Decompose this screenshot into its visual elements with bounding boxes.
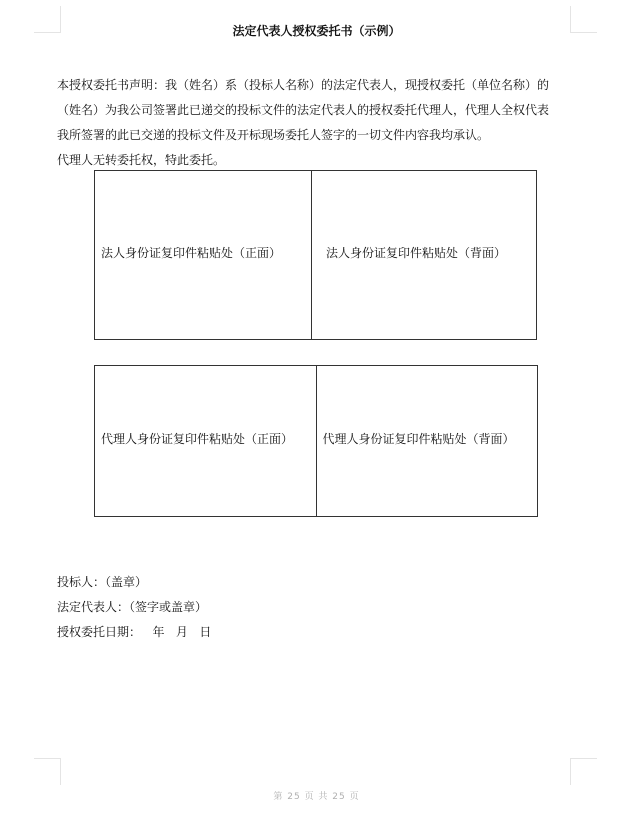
- authorization-statement: [57, 73, 579, 173]
- signature-section: [57, 570, 211, 645]
- agent-id-back-box: 代理人身份证复印件粘贴处（背面）: [316, 366, 538, 516]
- corner-mark-bottom-right: [570, 758, 597, 785]
- page-number: 第 25 页 共 25 页: [273, 792, 360, 802]
- legal-representative-signature-line: 法定代表人：（签字或盖章）: [57, 600, 208, 614]
- legal-rep-id-table: [94, 170, 537, 340]
- statement-line: 本授权委托书声明：我（姓名）系（投标人名称）的法定代表人，现授权委托（单位名称）的: [57, 78, 550, 92]
- legal-rep-id-back-box: 法人身份证复印件粘贴处（背面）: [311, 171, 536, 339]
- bidder-seal-line: 投标人：（盖章）: [57, 575, 148, 589]
- corner-mark-bottom-left: [34, 758, 61, 785]
- authorization-date-line: 授权委托日期： 年 月 日: [57, 625, 212, 639]
- document-title: 法定代表人授权委托书（示例）: [232, 24, 401, 38]
- statement-line: （姓名）为我公司签署此已递交的投标文件的法定代表人的授权委托代理人，代理人全权代表: [57, 103, 550, 117]
- legal-rep-id-front-box: 法人身份证复印件粘贴处（正面）: [101, 246, 282, 260]
- agent-id-front-box: 代理人身份证复印件粘贴处（正面）: [101, 432, 294, 446]
- agent-id-table: [94, 365, 538, 517]
- statement-line: 我所签署的此已交递的投标文件及开标现场委托人签字的一切文件内容我均承认。: [57, 128, 490, 142]
- statement-line: 代理人无转委托权，特此委托。: [57, 153, 226, 167]
